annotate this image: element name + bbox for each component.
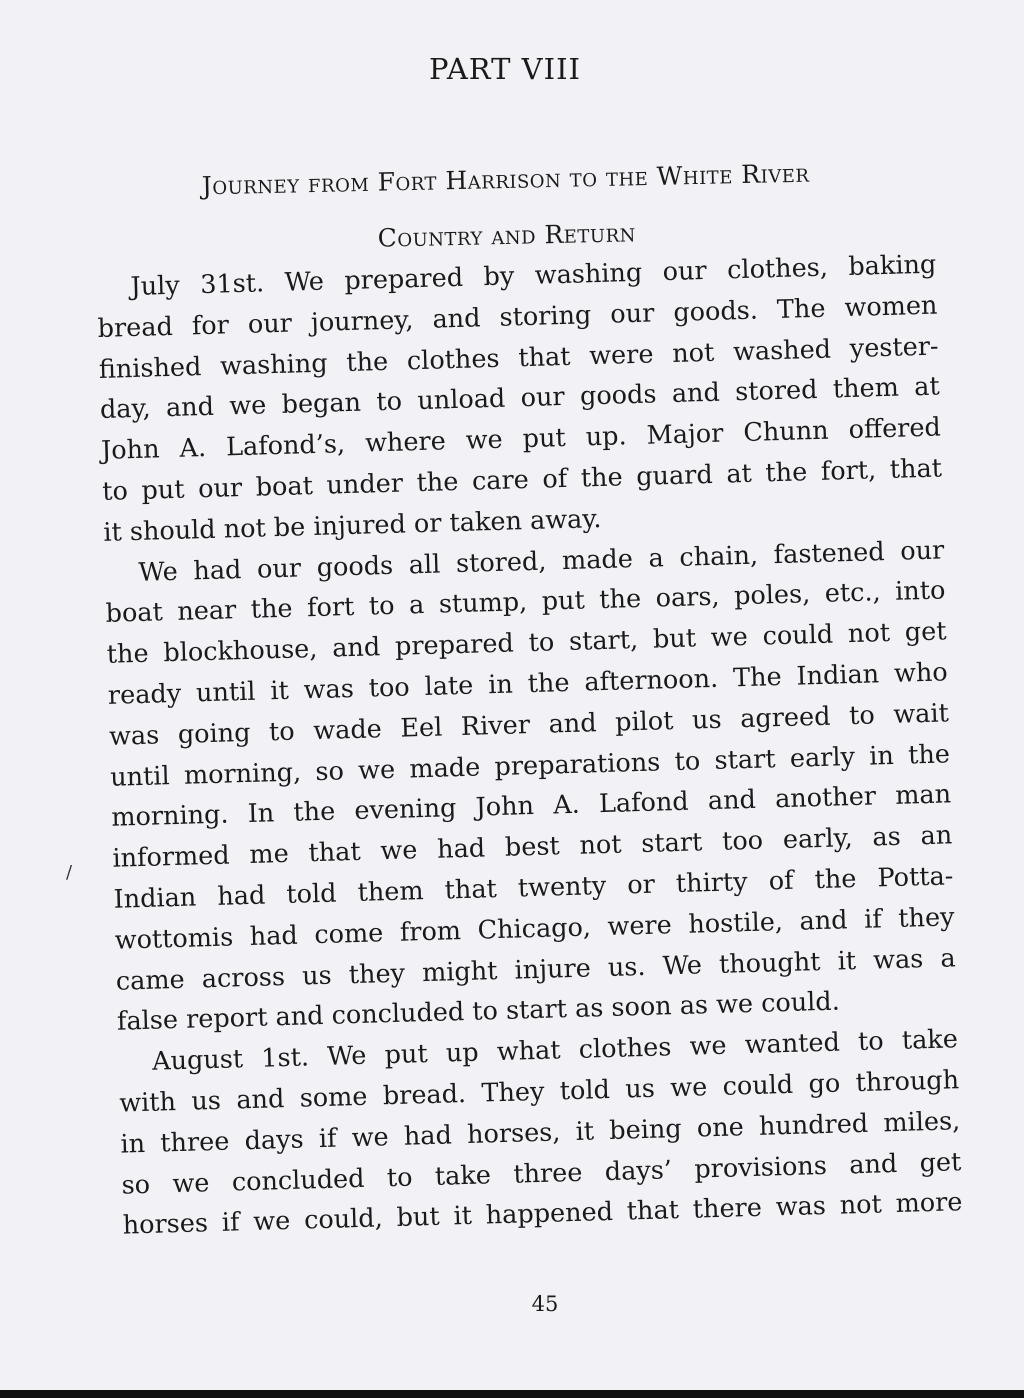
text-line: Indian had told them that twenty or thirty of the Potta- xyxy=(113,861,954,915)
text-line: informed me that we had best not start too early, as an xyxy=(112,820,953,874)
text-line: We had our goods all stored, made a chain, fastened our xyxy=(138,535,945,588)
text-line: horses if we could, but it happened that there was not more xyxy=(122,1187,963,1241)
text-line: until morning, so we made preparations to start early in the xyxy=(109,738,951,793)
scan-edge xyxy=(0,1390,1024,1398)
text-line: so we concluded to take three days’ provisions and get xyxy=(121,1146,962,1201)
part-title: PART VIII xyxy=(429,52,581,86)
chapter-title-line-1: Journey from Fort Harrison to the White River xyxy=(201,158,810,201)
page-number: 45 xyxy=(531,1292,559,1316)
text-line: in three days if we had horses, it being one hundred miles, xyxy=(120,1105,961,1160)
body-text xyxy=(96,245,963,1247)
text-line: with us and some bread. They told us we could go through xyxy=(118,1065,960,1119)
paragraph-goods-stored xyxy=(104,530,957,1043)
text-line: morning. In the evening John A. Lafond and another man xyxy=(110,779,952,834)
paragraph-july-31 xyxy=(96,245,944,554)
text-line: wottomis had come from Chicago, were hostile, and if they xyxy=(114,902,955,956)
margin-mark: / xyxy=(66,862,73,883)
text-line: bread for our journey, and storing our goods. The women xyxy=(97,290,938,344)
text-line: John A. Lafond’s, where we put up. Major Chunn offered xyxy=(100,412,942,467)
text-line: was going to wade Eel River and pilot us agreed to wait xyxy=(108,698,950,752)
text-line: to put our boat under the care of the guard at the fort, that xyxy=(101,453,943,507)
text-line: came across us they might injure us. We thought it was a xyxy=(115,942,957,997)
text-line: it should not be injured or taken away. xyxy=(102,503,602,548)
paragraph-august-1 xyxy=(118,1019,963,1246)
text-line: the blockhouse, and prepared to start, but we could not get xyxy=(106,616,947,671)
text-line: day, and we began to unload our goods and stored them at xyxy=(99,371,941,426)
text-line: finished washing the clothes that were not washed yester- xyxy=(98,331,939,385)
text-line: ready until it was too late in the afternoon. The Indian who xyxy=(107,657,949,711)
text-line: boat near the fort to a stump, put the oars, poles, etc., into xyxy=(105,575,946,630)
text-line: false report and concluded to start as soon as we could. xyxy=(116,986,841,1038)
text-line: August 1st. We put up what clothes we wanted to take xyxy=(151,1024,959,1077)
text-line: July 31st. We prepared by washing our clothes, baking xyxy=(130,249,937,303)
chapter-title-line-2: Country and Return xyxy=(377,218,637,253)
